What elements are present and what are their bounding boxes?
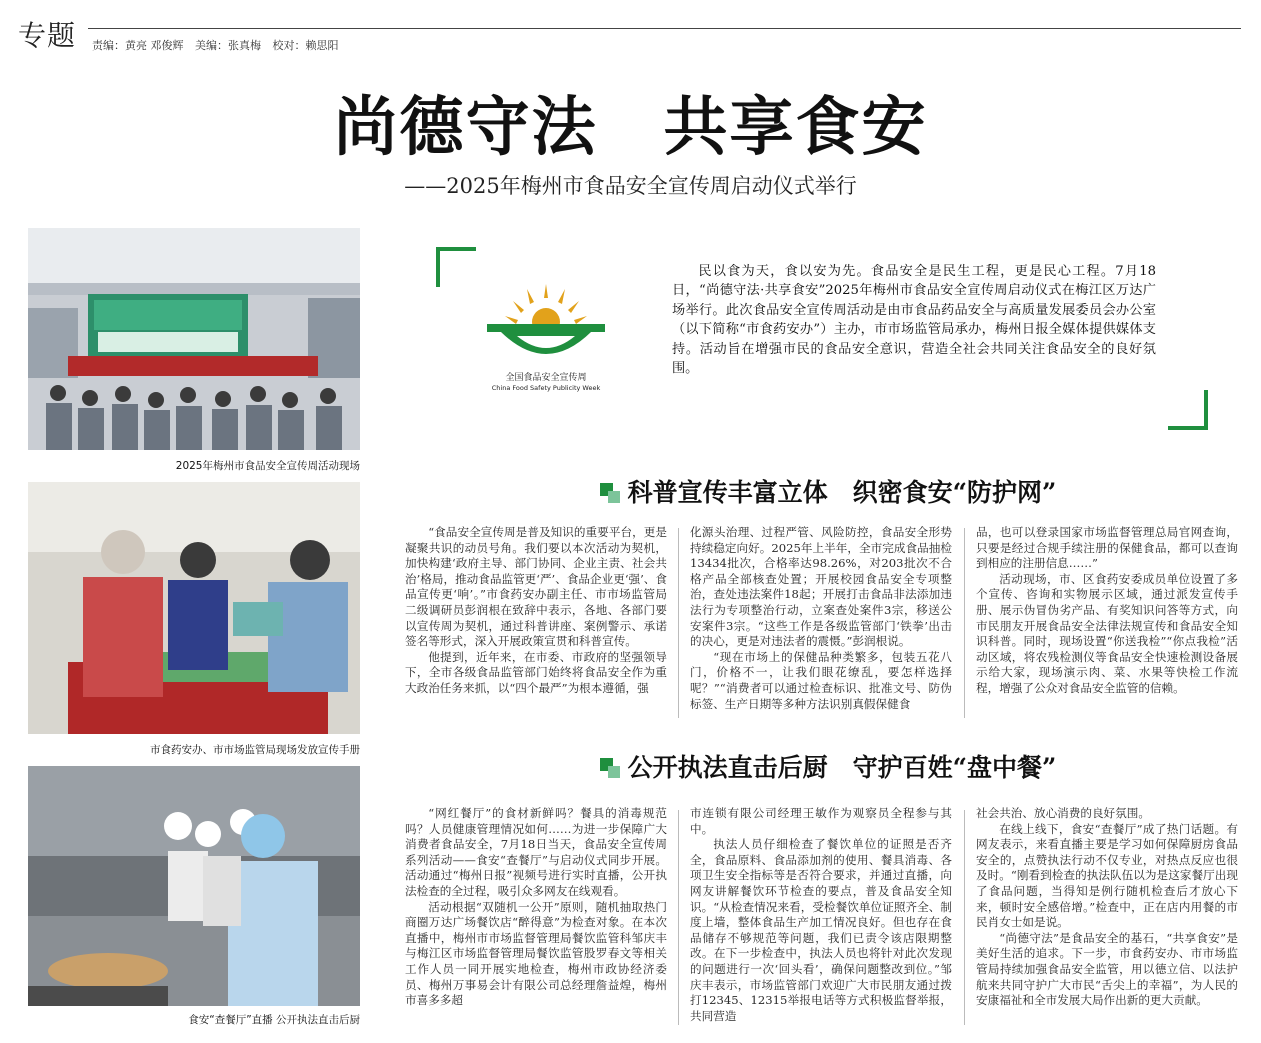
logo-text-cn: 全国食品安全宣传周 bbox=[505, 373, 587, 383]
photo-caption: 2025年梅州市食品安全宣传周活动现场 bbox=[175, 460, 360, 472]
intro-paragraph: 民以食为天，食以安为先。食品安全是民生工程，更是民心工程。7月18日，“尚德守法·共享食安”2025年梅州市食品安全宣传周启动仪式在梅江区万达广场举行。此次食品安全宣传周活动是由市食品药品安全与高质量发展委员会办公室（以下简称“市食药安办”）主办，市市场监管局承办，梅州日报全媒体提供媒体支持。活动旨在增强市民的食品安全意识，营造全社会共同关注食品安全的良好氛围。 bbox=[672, 264, 1156, 377]
paragraph: 执法人员仔细检查了餐饮单位的证照是否齐全，食品原料、食品添加剂的使用、餐具消毒、各项卫生安全指标等是否符合要求，并通过直播，向网友讲解餐饮环节检查的要点，普及食品安全知识。“从检查情况来看，受检餐饮单位证照齐全、制度上墙，整体食品生产加工情况良好。但也存在食品储存不够规范等问题，我们已责令该店限期整改。在下一步检查中，执法人员也将针对此次发现的问题进行一次‘回头看’，确保问题整改到位。”邹庆丰表示，市场监管部门欢迎广大市民朋友通过拨打12345、12315举报电话等方式积极监督举报，共同营造 bbox=[690, 837, 952, 1023]
section-tag: 专题 bbox=[18, 19, 77, 52]
paragraph: “食品安全宣传周是普及知识的重要平台，更是凝聚共识的动员号角。我们要以本次活动为契机，加快构建‘政府主导、部门协同、企业主责、社会共治’格局，推动食品监管更‘严’、食品企业更‘强’、食品宣传更‘响’。”市食药安办副主任、市市场监管局二级调研员彭润根在致辞中表示，各地、各部门要以宣传周为契机，通过科普讲座、案例警示、承诺签名等形式，深入开展政策宣贯和科普宣传。 bbox=[405, 525, 667, 649]
article-column bbox=[690, 525, 952, 725]
paragraph: “网红餐厅”的食材新鲜吗？餐具的消毒规范吗？人员健康管理情况如何……为进一步保障广大消费者食品安全，7月18日当天，食品安全宣传周系列活动——食安“查餐厅”与启动仪式同步开展。活动通过“梅州日报”视频号进行实时直播，公开执法检查的全过程，吸引众多网友在线观看。 bbox=[405, 806, 667, 898]
paragraph: 市连锁有限公司经理王敏作为观察员全程参与其中。 bbox=[690, 806, 952, 836]
photo-caption: 食安“查餐厅”直播 公开执法直击后厨 bbox=[188, 1014, 360, 1026]
paragraph: 品，也可以登录国家市场监督管理总局官网查询，只要是经过合规手续注册的保健食品，都可以查询到相应的注册信息……” bbox=[976, 525, 1238, 571]
header-rule bbox=[88, 28, 1241, 29]
paragraph: 社会共治、放心消费的良好氛围。 bbox=[976, 806, 1150, 820]
column-divider bbox=[964, 810, 965, 1025]
article-column bbox=[405, 525, 667, 725]
article-column bbox=[690, 806, 952, 1036]
credit-editor: 责编：黄亮 邓俊辉 bbox=[92, 39, 184, 52]
section-heading bbox=[395, 748, 1261, 784]
credit-proofreader: 校对：赖思阳 bbox=[272, 39, 339, 52]
photo-restaurant-inspection bbox=[28, 766, 360, 1006]
section-marker-icon bbox=[600, 758, 620, 778]
credits bbox=[92, 37, 347, 53]
credit-designer: 美编：张真梅 bbox=[195, 39, 261, 52]
photo-event-venue bbox=[28, 228, 360, 450]
article-column bbox=[405, 806, 667, 1036]
subheadline: ——2025年梅州市食品安全宣传周启动仪式举行 bbox=[404, 174, 857, 198]
column-divider bbox=[678, 528, 679, 718]
section-heading-text: 科普宣传丰富立体 织密食安“防护网” bbox=[627, 478, 1057, 507]
column-divider bbox=[678, 810, 679, 1025]
photo-handbook-distribution bbox=[28, 482, 360, 734]
section-heading bbox=[395, 473, 1261, 509]
paragraph: 在线上线下，食安“查餐厅”成了热门话题。有网友表示，来看直播主要是学习如何保障厨房食品安全的，点赞执法行动不仅专业，对热点反应也很及时。“刚看到检查的执法队伍以为是这家餐厅出现了食品问题，当得知是例行随机检查后才放心下来，顿时安全感倍增。”检查中，正在店内用餐的市民肖女士如是说。 bbox=[976, 821, 1238, 930]
article-column bbox=[976, 525, 1238, 725]
photo-caption: 市食药安办、市市场监管局现场发放宣传手册 bbox=[150, 744, 360, 756]
paragraph: 化源头治理、过程严管、风险防控，食品安全形势持续稳定向好。2025年上半年，全市完成食品抽检13434批次，合格率达98.26%，对203批次不合格产品全部核查处置；开展校园食品安全专项整治，查处违法案件18起；开展打击食品非法添加违法行为专项整治行动，立案查处案件3宗，移送公安案件3宗。“这些工作是各级监管部门‘铁拳’出击的决心，更是对违法者的震慑。”彭润根说。 bbox=[690, 525, 952, 649]
paragraph: 活动现场，市、区食药安委成员单位设置了多个宣传、咨询和实物展示区域，通过派发宣传手册、展示伪冒伪劣产品、有奖知识问答等方式，向市民朋友开展食品安全法律法规宣传和食品安全知识科普。同时，现场设置“你送我检”“你点我检”活动区域，将农残检测仪等食品安全快速检测设备展示给大家，现场演示肉、菜、水果等快检工作流程，增强了公众对食品安全监管的信赖。 bbox=[976, 571, 1238, 695]
paragraph: “现在市场上的保健品种类繁多，包装五花八门，价格不一，让我们眼花缭乱，要怎样选择呢？”“消费者可以通过检查标识、批准文号、防伪标签、生产日期等多种方法识别真假保健食 bbox=[690, 649, 952, 711]
paragraph: 活动根据“双随机一公开”原则，随机抽取热门商圈万达广场餐饮店“醉得意”为检查对象。在本次直播中，梅州市市场监督管理局餐饮监管科邹庆丰与梅江区市场监督管理局餐饮监管股罗春文等相关工作人员一同开展实地检查，梅州市政协经济委员、梅州万事易会计有限公司总经理詹益煌，梅州市喜多多超 bbox=[405, 899, 667, 1008]
logo-text-en: China Food Safety Publicity Week bbox=[491, 384, 601, 392]
column-divider bbox=[964, 528, 965, 718]
intro-bracket-top-left bbox=[436, 247, 476, 287]
paragraph: 他提到，近年来，在市委、市政府的坚强领导下，全市各级食品监管部门始终将食品安全作为重大政治任务来抓，以“四个最严”为根本遵循，强 bbox=[405, 649, 667, 695]
headline: 尚德守法 共享食安 bbox=[333, 90, 928, 165]
section-marker-icon bbox=[600, 483, 620, 503]
section-heading-text: 公开执法直击后厨 守护百姓“盘中餐” bbox=[627, 753, 1057, 782]
paragraph: “尚德守法”是食品安全的基石，“共享食安”是美好生活的追求。下一步，市食药安办、市市场监管局持续加强食品安全监管，用以德立信、以法护航来共同守护广大市民“舌尖上的幸福”，为人民的安康福祉和全市发展大局作出新的更大贡献。 bbox=[976, 930, 1238, 1008]
intro-bracket-bottom-right bbox=[1168, 390, 1208, 430]
article-column bbox=[976, 806, 1238, 1036]
